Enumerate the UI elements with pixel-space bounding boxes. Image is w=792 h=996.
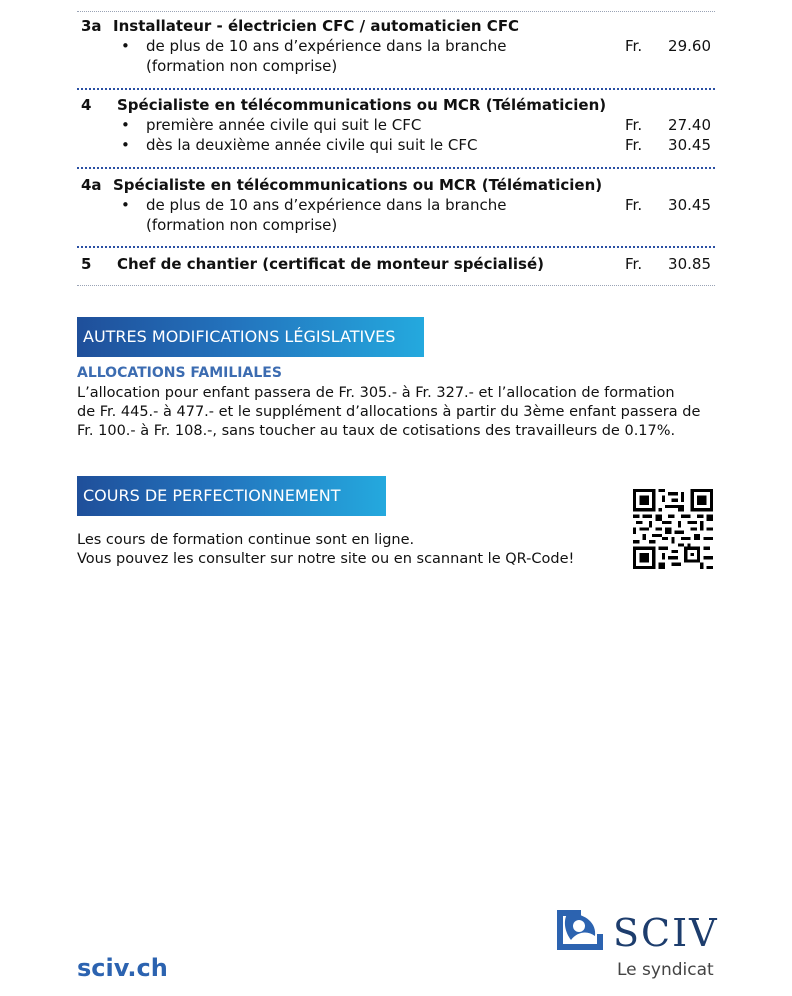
paragraph-line: Vous pouvez les consulter sur notre site ou en scannant le QR-Code! — [77, 551, 575, 567]
salary-item-4 — [77, 95, 715, 155]
salary-item-4a — [77, 175, 715, 235]
separator — [77, 88, 715, 90]
item-code: 3a — [81, 17, 102, 35]
subheading-allocations-familiales: ALLOCATIONS FAMILIALES — [77, 365, 282, 381]
paragraph-line: de Fr. 445.- à 477.- et le supplément d’allocations à partir du 3ème enfant passera de — [77, 404, 701, 420]
item-title: Spécialiste en télécommunications ou MCR (Télématicien) — [117, 96, 607, 114]
item-line-text: de plus de 10 ans d’expérience dans la branche — [146, 196, 507, 214]
separator-top — [77, 11, 715, 12]
hourly-amount: 30.45 — [668, 136, 711, 154]
item-title: Chef de chantier (certificat de monteur spécialisé) — [117, 255, 544, 273]
hourly-amount: 27.40 — [668, 116, 711, 134]
salary-item-5 — [77, 254, 715, 274]
paragraph-line: Les cours de formation continue sont en ligne. — [77, 532, 415, 548]
item-title: Installateur - électricien CFC / automaticien CFC — [113, 17, 520, 35]
sciv-logo-tagline: Le syndicat — [617, 960, 714, 980]
currency-label: Fr. — [625, 116, 643, 134]
item-line-continuation: (formation non comprise) — [146, 57, 338, 75]
item-line-text: de plus de 10 ans d’expérience dans la branche — [146, 37, 507, 55]
currency-label: Fr. — [625, 255, 643, 273]
salary-item-3a — [77, 16, 715, 76]
sciv-logo-mark-icon — [557, 910, 603, 950]
currency-label: Fr. — [625, 196, 643, 214]
currency-label: Fr. — [625, 37, 643, 55]
section-banner-cours: COURS DE PERFECTIONNEMENT — [77, 476, 386, 516]
bullet-icon: • — [121, 196, 130, 214]
cours-paragraph — [77, 531, 717, 569]
item-line-continuation: (formation non comprise) — [146, 216, 338, 234]
paragraph-line: Fr. 100.- à Fr. 108.-, sans toucher au taux de cotisations des travailleurs de 0.17%. — [77, 423, 676, 439]
item-line-text: première année civile qui suit le CFC — [146, 116, 422, 134]
bullet-icon: • — [121, 136, 130, 154]
currency-label: Fr. — [625, 136, 643, 154]
separator — [77, 167, 715, 169]
hourly-amount: 30.45 — [668, 196, 711, 214]
item-line-text: dès la deuxième année civile qui suit le CFC — [146, 136, 478, 154]
allocations-paragraph — [77, 384, 717, 441]
qr-code-icon[interactable] — [633, 489, 713, 569]
sciv-logo-text: SCIV — [613, 911, 719, 955]
paragraph-line: L’allocation pour enfant passera de Fr. 305.- à Fr. 327.- et l’allocation de formation — [77, 385, 675, 401]
bullet-icon: • — [121, 37, 130, 55]
separator — [77, 246, 715, 248]
item-code: 5 — [81, 255, 92, 273]
item-title: Spécialiste en télécommunications ou MCR (Télématicien) — [113, 176, 603, 194]
section-banner-autres-modifications: AUTRES MODIFICATIONS LÉGISLATIVES — [77, 317, 424, 357]
hourly-amount: 30.85 — [668, 255, 711, 273]
item-code: 4 — [81, 96, 92, 114]
item-code: 4a — [81, 176, 102, 194]
separator-bottom — [77, 285, 715, 286]
bullet-icon: • — [121, 116, 130, 134]
website-link[interactable]: sciv.ch — [77, 954, 168, 982]
hourly-amount: 29.60 — [668, 37, 711, 55]
